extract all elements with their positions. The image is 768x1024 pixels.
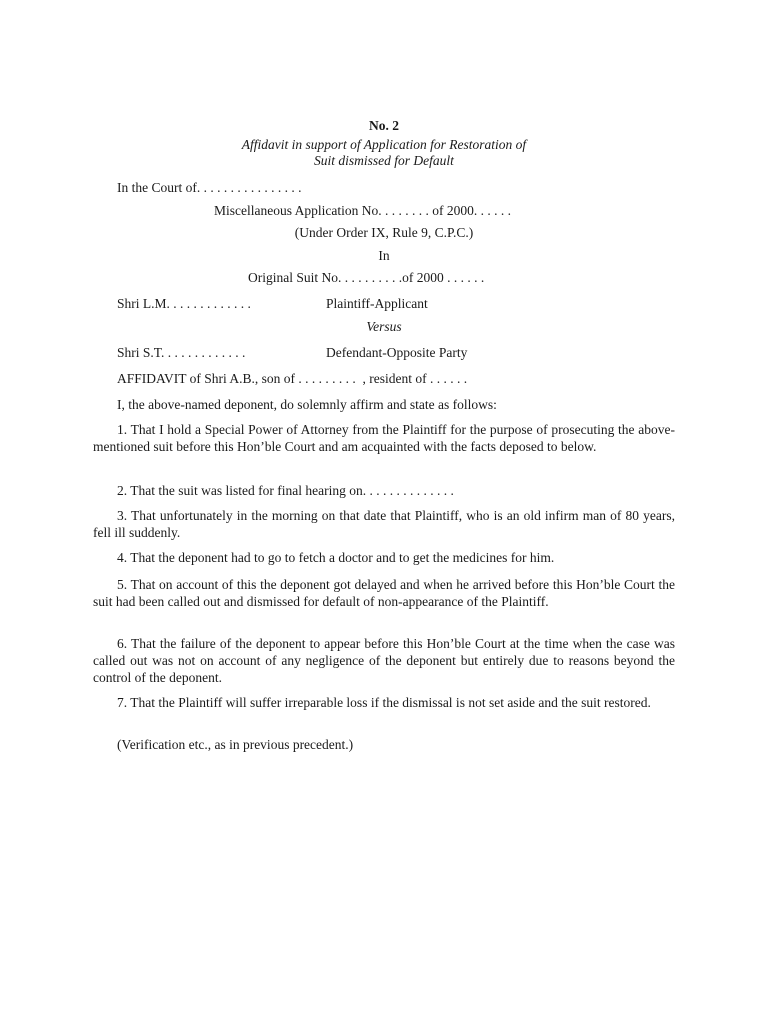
misc-application-line: Miscellaneous Application No. . . . . . . . of 2000. . . . . . [214,203,511,218]
plaintiff-role: Plaintiff-Applicant [326,296,428,311]
court-line: In the Court of. . . . . . . . . . . . . . . . [117,180,302,195]
paragraph-6: 6. That the failure of the deponent to appear before this Hon’ble Court at the time when the case was called out was not on account of any negligence of the deponent but entirely due to reasons beyond the control of the deponent. [93,636,675,685]
paragraph-1: 1. That I hold a Special Power of Attorney from the Plaintiff for the purpose of prosecuting the above-mentioned suit before this Hon’ble Court and am acquainted with the facts deposed to below. [93,422,675,454]
original-suit-line: Original Suit No. . . . . . . . . .of 2000 . . . . . . [248,270,485,285]
intro-statement: I, the above-named deponent, do solemnly affirm and state as follows: [117,397,497,412]
plaintiff-name: Shri L.M. . . . . . . . . . . . . [117,296,251,311]
document-title-line-1: Affidavit in support of Application for Restoration of [241,137,527,152]
paragraph-5: 5. That on account of this the deponent got delayed and when he arrived before this Hon’ble Court the suit had been called out and dismissed for default of non-appearance of the Plaintiff. [93,577,675,609]
paragraph-2: 2. That the suit was listed for final hearing on. . . . . . . . . . . . . . [117,483,454,498]
in-word: In [378,248,390,263]
verification-note: (Verification etc., as in previous precedent.) [117,737,354,752]
versus-label: Versus [366,319,402,334]
defendant-role: Defendant-Opposite Party [326,345,468,360]
paragraph-4: 4. That the deponent had to go to fetch a doctor and to get the medicines for him. [117,550,555,565]
paragraph-3: 3. That unfortunately in the morning on that date that Plaintiff, who is an old infirm man of 80 years, fell ill suddenly. [93,508,675,540]
defendant-name: Shri S.T. . . . . . . . . . . . . [117,345,246,360]
document-number: No. 2 [369,118,399,133]
affidavit-of-line: AFFIDAVIT of Shri A.B., son of . . . . . . . . . , resident of . . . . . . [117,371,468,386]
under-order-line: (Under Order IX, Rule 9, C.P.C.) [294,225,474,240]
document-title-line-2: Suit dismissed for Default [314,153,454,168]
paragraph-7: 7. That the Plaintiff will suffer irreparable loss if the dismissal is not set aside and the suit restored. [117,695,651,710]
